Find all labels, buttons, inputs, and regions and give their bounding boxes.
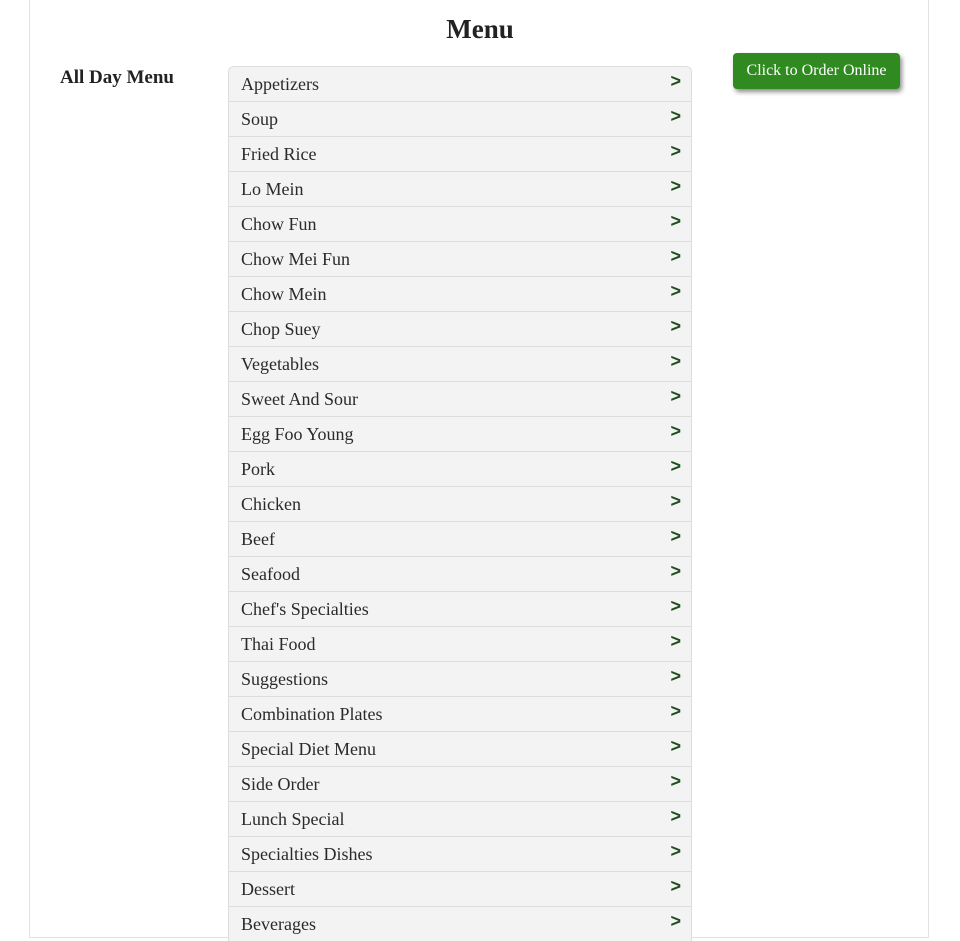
chevron-right-icon: > [670, 281, 681, 301]
chevron-right-icon: > [670, 911, 681, 931]
category-item[interactable] [228, 276, 692, 311]
category-label: Soup [241, 109, 279, 129]
category-label: Combination Plates [241, 704, 383, 724]
category-label: Lunch Special [241, 809, 345, 829]
chevron-right-icon: > [670, 771, 681, 791]
category-label: Chow Mein [241, 284, 327, 304]
order-online-button[interactable]: Click to Order Online [733, 53, 900, 89]
chevron-right-icon: > [670, 176, 681, 196]
category-list [228, 66, 692, 941]
chevron-right-icon: > [670, 421, 681, 441]
category-item[interactable] [228, 871, 692, 906]
chevron-right-icon: > [670, 351, 681, 371]
chevron-right-icon: > [670, 631, 681, 651]
chevron-right-icon: > [670, 456, 681, 476]
category-item[interactable] [228, 556, 692, 591]
category-label: Appetizers [241, 74, 319, 94]
chevron-right-icon: > [670, 106, 681, 126]
category-label: Seafood [241, 564, 300, 584]
category-label: Chow Fun [241, 214, 317, 234]
chevron-right-icon: > [670, 141, 681, 161]
category-item[interactable] [228, 906, 692, 941]
category-item[interactable] [228, 731, 692, 766]
category-item[interactable] [228, 836, 692, 871]
category-item[interactable] [228, 381, 692, 416]
category-item[interactable] [228, 591, 692, 626]
chevron-right-icon: > [670, 386, 681, 406]
category-item[interactable] [228, 801, 692, 836]
category-item[interactable] [228, 171, 692, 206]
category-label: Beef [241, 529, 275, 549]
chevron-right-icon: > [670, 316, 681, 336]
category-item[interactable] [228, 451, 692, 486]
category-item[interactable] [228, 241, 692, 276]
page-title: Menu [446, 14, 514, 44]
category-item[interactable] [228, 136, 692, 171]
chevron-right-icon: > [670, 211, 681, 231]
chevron-right-icon: > [670, 701, 681, 721]
category-item[interactable] [228, 311, 692, 346]
chevron-right-icon: > [670, 596, 681, 616]
category-label: Beverages [241, 914, 316, 934]
category-label: Suggestions [241, 669, 329, 689]
chevron-right-icon: > [670, 71, 681, 91]
category-item[interactable] [228, 416, 692, 451]
category-item[interactable] [228, 696, 692, 731]
category-item[interactable] [228, 101, 692, 136]
category-label: Fried Rice [241, 144, 317, 164]
chevron-right-icon: > [670, 806, 681, 826]
chevron-right-icon: > [670, 876, 681, 896]
category-item[interactable] [228, 346, 692, 381]
category-item[interactable] [228, 486, 692, 521]
chevron-right-icon: > [670, 246, 681, 266]
category-label: Egg Foo Young [241, 424, 354, 444]
chevron-right-icon: > [670, 666, 681, 686]
category-label: Sweet And Sour [241, 389, 358, 409]
category-label: Chef's Specialties [241, 599, 369, 619]
category-item[interactable] [228, 66, 692, 101]
category-label: Chow Mei Fun [241, 249, 351, 269]
category-label: Chicken [241, 494, 301, 514]
chevron-right-icon: > [670, 561, 681, 581]
category-label: Side Order [241, 774, 320, 794]
category-item[interactable] [228, 661, 692, 696]
category-item[interactable] [228, 766, 692, 801]
category-label: Thai Food [241, 634, 316, 654]
chevron-right-icon: > [670, 841, 681, 861]
chevron-right-icon: > [670, 736, 681, 756]
category-label: Dessert [241, 879, 295, 899]
chevron-right-icon: > [670, 491, 681, 511]
category-item[interactable] [228, 206, 692, 241]
category-label: Special Diet Menu [241, 739, 376, 759]
category-label: Vegetables [241, 354, 319, 374]
category-label: Chop Suey [241, 319, 321, 339]
category-label: Lo Mein [241, 179, 304, 199]
category-item[interactable] [228, 521, 692, 556]
chevron-right-icon: > [670, 526, 681, 546]
menu-name: All Day Menu [60, 67, 174, 88]
category-label: Specialties Dishes [241, 844, 373, 864]
category-label: Pork [241, 459, 276, 479]
category-item[interactable] [228, 626, 692, 661]
